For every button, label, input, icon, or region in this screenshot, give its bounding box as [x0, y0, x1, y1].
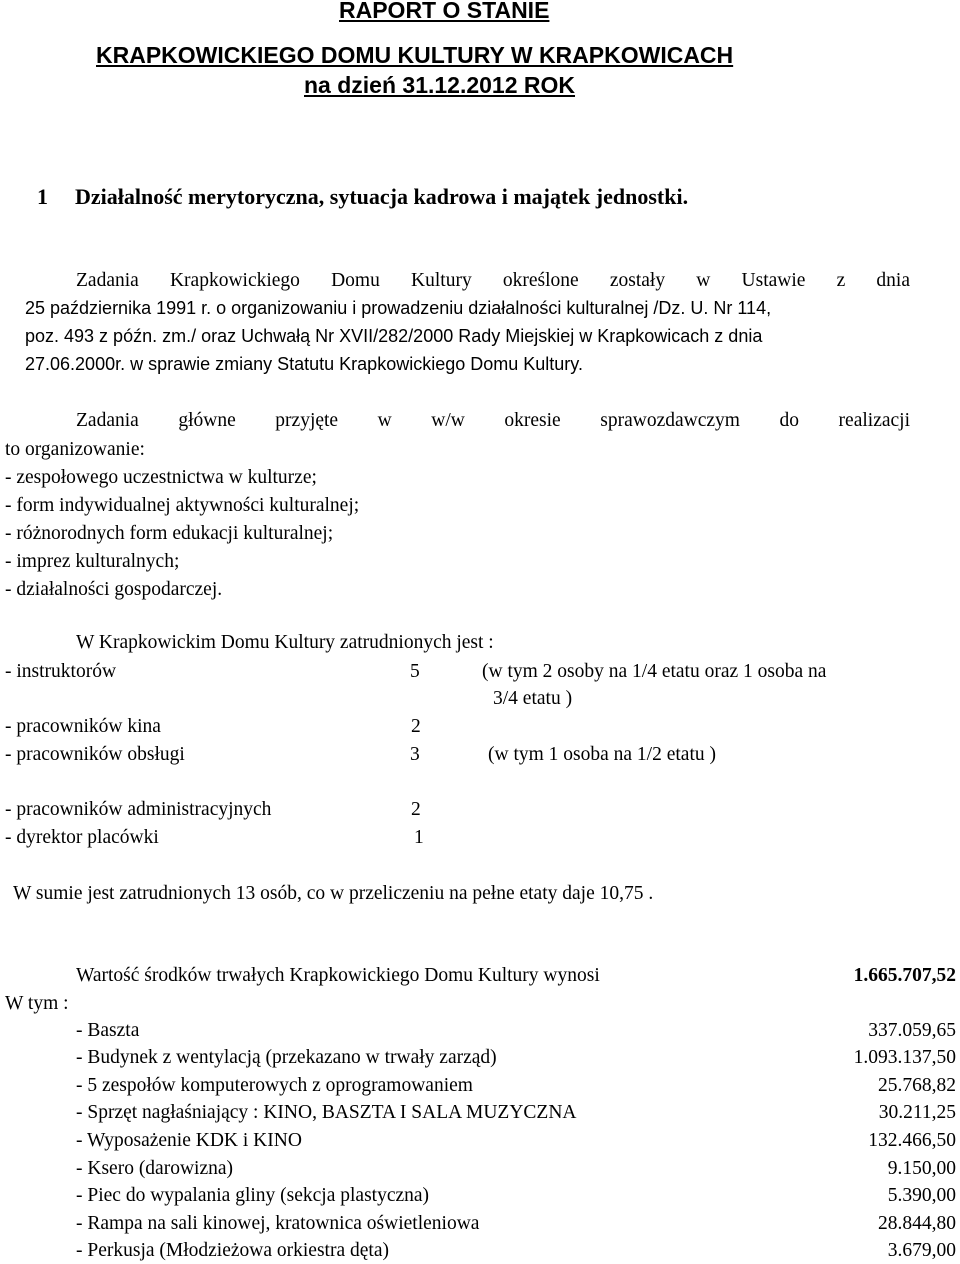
asset-value: 1.093.137,50 — [853, 1047, 956, 1068]
assets-wtym: W tym : — [5, 993, 69, 1014]
intro-line-3: poz. 493 z późn. zm./ oraz Uchwałą Nr XVII/282/2000 Rady Miejskiej w Krapkowicach z dnia — [25, 326, 763, 346]
asset-label: - Sprzęt nagłaśniający : KINO, BASZTA I SALA MUZYCZNA — [76, 1102, 577, 1123]
staff-label: - pracowników administracyjnych — [5, 799, 272, 820]
asset-label: - Perkusja (Młodzieżowa orkiestra dęta) — [76, 1240, 389, 1261]
asset-label: - Budynek z wentylacją (przekazano w trwały zarząd) — [76, 1047, 497, 1068]
institution-name: KRAPKOWICKIEGO DOMU KULTURY W KRAPKOWICACH — [96, 42, 734, 68]
intro-line-4: 27.06.2000r. w sprawie zmiany Statutu Krapkowickiego Domu Kultury. — [25, 354, 583, 374]
intro-line-1: Zadania Krapkowickiego Domu Kultury określone zostały w Ustawie z dnia — [76, 270, 910, 291]
tasks-line-2: to organizowanie: — [5, 439, 145, 460]
staff-label: - instruktorów — [5, 661, 117, 682]
staff-count: 1 — [414, 827, 424, 848]
asset-label: - Piec do wypalania gliny (sekcja plastyczna) — [76, 1185, 430, 1206]
staff-count: 2 — [411, 799, 421, 820]
assets-total-value: 1.665.707,52 — [853, 965, 956, 986]
asset-value: 30.211,25 — [878, 1102, 956, 1123]
task-item: - imprez kulturalnych; — [5, 551, 180, 572]
staff-note: (w tym 2 osoby na 1/4 etatu oraz 1 osoba na — [482, 661, 827, 682]
asset-label: - Baszta — [76, 1020, 140, 1041]
task-item: - działalności gospodarczej. — [5, 579, 223, 600]
assets-total-label: Wartość środków trwałych Krapkowickiego Domu Kultury wynosi — [76, 965, 600, 986]
asset-value: 337.059,65 — [868, 1020, 956, 1041]
task-item: - zespołowego uczestnictwa w kulturze; — [5, 467, 317, 488]
task-item: - form indywidualnej aktywności kulturalnej; — [5, 495, 360, 516]
staff-note: (w tym 1 osoba na 1/2 etatu ) — [488, 744, 716, 765]
asset-label: - Wyposażenie KDK i KINO — [76, 1130, 302, 1151]
asset-value: 3.679,00 — [887, 1240, 956, 1261]
asset-label: - 5 zespołów komputerowych z oprogramowaniem — [76, 1075, 473, 1096]
asset-value: 5.390,00 — [887, 1185, 956, 1206]
task-item: - różnorodnych form edukacji kulturalnej; — [5, 523, 334, 544]
report-date: na dzień 31.12.2012 ROK — [304, 72, 576, 98]
asset-label: - Rampa na sali kinowej, kratownica oświetleniowa — [76, 1213, 480, 1234]
asset-value: 28.844,80 — [878, 1213, 956, 1234]
asset-value: 25.768,82 — [878, 1075, 956, 1096]
intro-line-2: 25 października 1991 r. o organizowaniu i prowadzeniu działalności kulturalnej /Dz. U. Nr 114, — [25, 298, 772, 318]
staff-count: 2 — [411, 716, 421, 737]
staff-summary: W sumie jest zatrudnionych 13 osób, co w przeliczeniu na pełne etaty daje 10,75 . — [13, 883, 654, 904]
staff-count: 3 — [410, 744, 420, 765]
report-title: RAPORT O STANIE — [339, 0, 550, 23]
staff-label: - pracowników obsługi — [5, 744, 185, 765]
staff-count: 5 — [410, 661, 420, 682]
section-title: Działalność merytoryczna, sytuacja kadrowa i majątek jednostki. — [75, 184, 689, 209]
staff-note-continued: 3/4 etatu ) — [493, 688, 573, 709]
tasks-line-1: Zadania główne przyjęte w w/w okresie sprawozdawczym do realizacji — [76, 410, 910, 431]
asset-label: - Ksero (darowizna) — [76, 1158, 234, 1179]
asset-value: 9.150,00 — [887, 1158, 956, 1179]
asset-value: 132.466,50 — [868, 1130, 956, 1151]
staff-intro: W Krapkowickim Domu Kultury zatrudnionych jest : — [76, 632, 494, 653]
section-number: 1 — [37, 184, 48, 209]
staff-label: - pracowników kina — [5, 716, 161, 737]
staff-label: - dyrektor placówki — [5, 827, 159, 848]
